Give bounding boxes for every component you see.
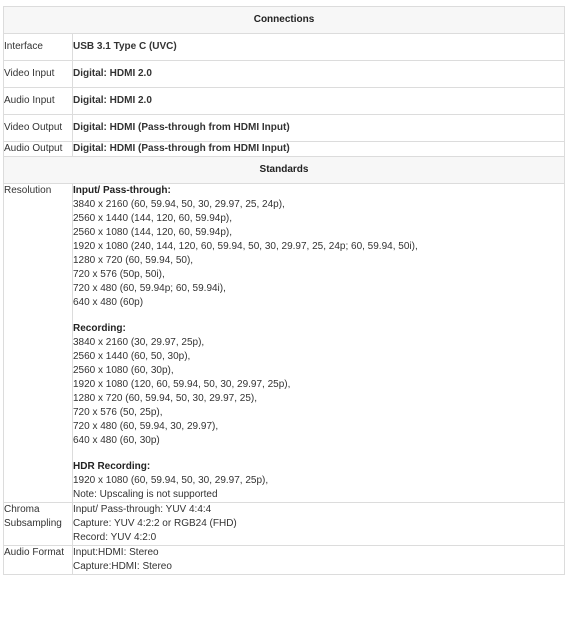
resolution-line: 1280 x 720 (60, 59.94, 50, 30, 29.97, 25), — [73, 393, 258, 404]
resolution-line: 720 x 480 (60, 59.94, 30, 29.97), — [73, 421, 219, 432]
chroma-value — [73, 503, 565, 546]
spec-table — [3, 6, 565, 575]
chroma-line: Input/ Pass-through: YUV 4:4:4 — [73, 504, 212, 515]
resolution-line: 1920 x 1080 (240, 144, 120, 60, 59.94, 50, 30, 29.97, 25, 24p; 60, 59.94, 50i), — [73, 241, 418, 252]
row-label: Audio Output — [4, 142, 73, 157]
resolution-line: 720 x 480 (60, 59.94p; 60, 59.94i), — [73, 283, 226, 294]
resolution-line: 2560 x 1080 (144, 120, 60, 59.94p), — [73, 227, 233, 238]
resolution-note: Note: Upscaling is not supported — [73, 489, 218, 500]
connections-header-row — [4, 7, 565, 34]
audio-format-line: Capture:HDMI: Stereo — [73, 561, 172, 572]
resolution-line: 3840 x 2160 (60, 59.94, 50, 30, 29.97, 25, 24p), — [73, 199, 285, 210]
row-label: Resolution — [4, 184, 73, 503]
row-label: Chroma Subsampling — [4, 503, 73, 546]
row-value: Digital: HDMI (Pass-through from HDMI Input) — [73, 142, 565, 157]
resolution-line: 2560 x 1440 (144, 120, 60, 59.94p), — [73, 213, 233, 224]
resolution-line: 1280 x 720 (60, 59.94, 50), — [73, 255, 194, 266]
spec-row-video-output — [4, 115, 565, 142]
audio-format-line: Input:HDMI: Stereo — [73, 547, 159, 558]
row-value: Digital: HDMI 2.0 — [73, 88, 565, 115]
resolution-line: 640 x 480 (60, 30p) — [73, 435, 160, 446]
row-label: Video Output — [4, 115, 73, 142]
spec-row-resolution — [4, 184, 565, 503]
resolution-value — [73, 184, 565, 503]
spec-row-audio-input — [4, 88, 565, 115]
resolution-group-recording — [73, 322, 564, 448]
resolution-line: 2560 x 1440 (60, 50, 30p), — [73, 351, 191, 362]
row-label: Audio Format — [4, 546, 73, 575]
row-label: Interface — [4, 34, 73, 61]
resolution-line: 640 x 480 (60p) — [73, 297, 144, 308]
spec-row-audio-format — [4, 546, 565, 575]
resolution-line: 1920 x 1080 (120, 60, 59.94, 50, 30, 29.97, 25p), — [73, 379, 291, 390]
standards-heading: Standards — [4, 157, 565, 184]
group-title: Recording: — [73, 323, 126, 334]
chroma-line: Record: YUV 4:2:0 — [73, 532, 157, 543]
row-value: Digital: HDMI 2.0 — [73, 61, 565, 88]
spec-row-audio-output — [4, 142, 565, 157]
resolution-group-input — [73, 184, 564, 310]
resolution-line: 720 x 576 (50, 25p), — [73, 407, 163, 418]
row-label: Video Input — [4, 61, 73, 88]
resolution-line: 3840 x 2160 (30, 29.97, 25p), — [73, 337, 205, 348]
resolution-line: 720 x 576 (50p, 50i), — [73, 269, 165, 280]
audio-format-value — [73, 546, 565, 575]
chroma-line: Capture: YUV 4:2:2 or RGB24 (FHD) — [73, 518, 237, 529]
group-title: Input/ Pass-through: — [73, 185, 171, 196]
resolution-line: 2560 x 1080 (60, 30p), — [73, 365, 174, 376]
row-label: Audio Input — [4, 88, 73, 115]
standards-header-row — [4, 157, 565, 184]
row-value: Digital: HDMI (Pass-through from HDMI Input) — [73, 115, 565, 142]
resolution-group-hdr — [73, 460, 564, 502]
connections-heading: Connections — [4, 7, 565, 34]
row-value: USB 3.1 Type C (UVC) — [73, 34, 565, 61]
resolution-line: 1920 x 1080 (60, 59.94, 50, 30, 29.97, 25p), — [73, 475, 269, 486]
group-title: HDR Recording: — [73, 461, 151, 472]
spec-row-interface — [4, 34, 565, 61]
spec-row-chroma — [4, 503, 565, 546]
spec-row-video-input — [4, 61, 565, 88]
